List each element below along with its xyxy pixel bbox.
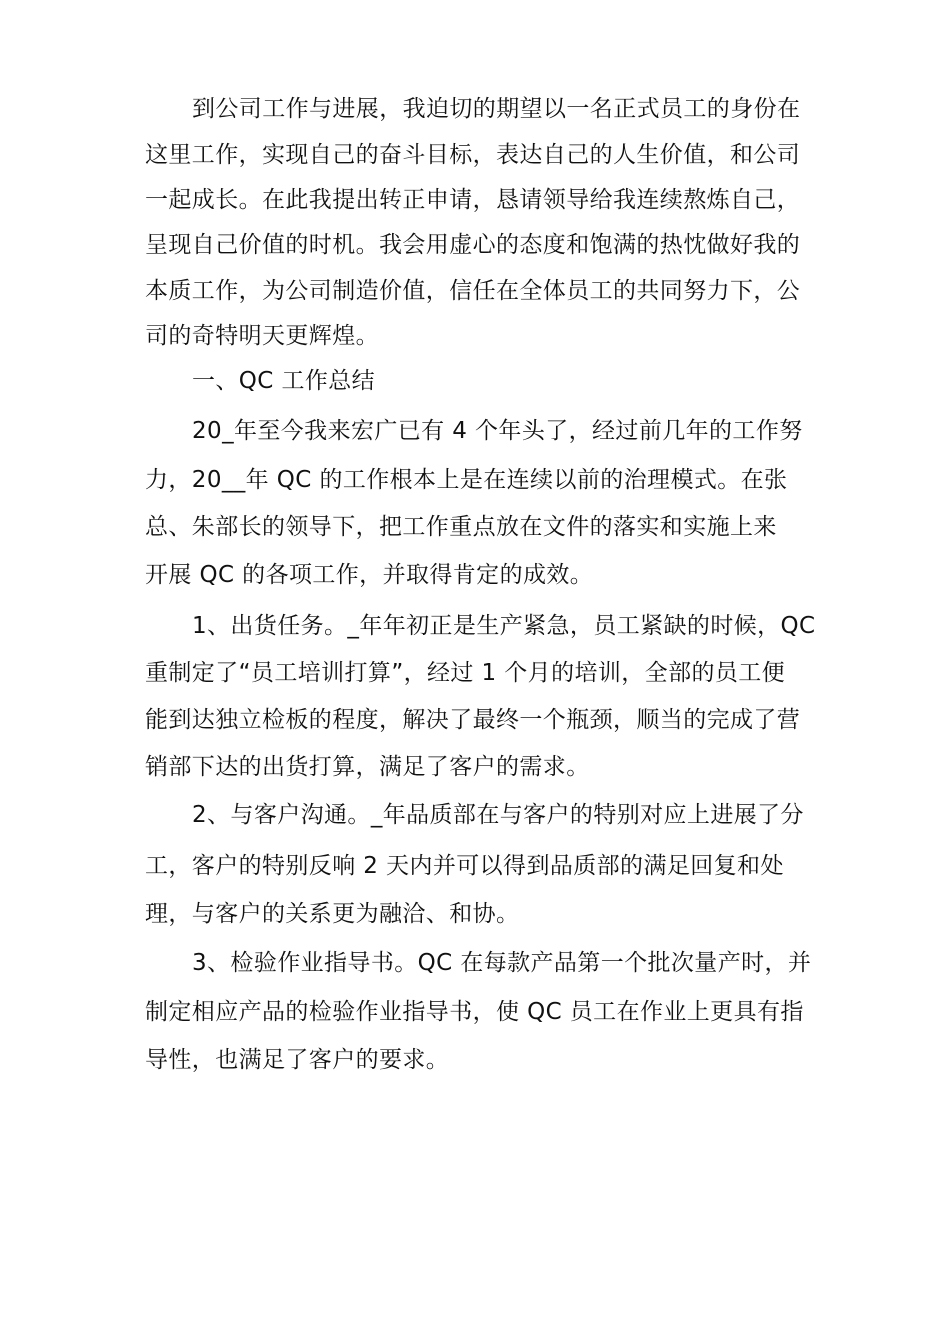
text-line: 3、检验作业指导书。QC 在每款产品第一个批次量产时，并 — [192, 950, 812, 976]
text-line: 到公司工作与进展，我迫切的期望以一名正式员工的身份在 — [192, 96, 801, 122]
text-line: 20_年至今我来宏广已有 4 个年头了，经过前几年的工作努 — [192, 418, 803, 444]
text-line: 理，与客户的关系更为融洽、和协。 — [145, 901, 520, 927]
text-line: 制定相应产品的检验作业指导书，使 QC 员工在作业上更具有指 — [145, 999, 804, 1025]
text-line: 呈现自己价值的时机。我会用虚心的态度和饱满的热忱做好我的 — [145, 232, 801, 258]
text-line: 这里工作，实现自己的奋斗目标，表达自己的人生价值，和公司 — [145, 142, 801, 168]
text-line: 本质工作，为公司制造价值，信任在全体员工的共同努力下，公 — [145, 278, 801, 304]
text-line: 重制定了“员工培训打算”，经过 1 个月的培训，全部的员工便 — [145, 660, 786, 686]
text-line: 开展 QC 的各项工作，并取得肯定的成效。 — [145, 562, 594, 588]
text-line: 司的奇特明天更辉煌。 — [145, 323, 379, 349]
text-line: 导性，也满足了客户的要求。 — [145, 1047, 450, 1073]
text-line: 一起成长。在此我提出转正申请，恳请领导给我连续熬炼自己， — [145, 187, 801, 213]
text-line: 1、出货任务。_年年初正是生产紧急，员工紧缺的时候，QC — [192, 613, 816, 639]
text-line: 销部下达的出货打算，满足了客户的需求。 — [145, 754, 590, 780]
text-line: 2、与客户沟通。_年品质部在与客户的特别对应上进展了分 — [192, 802, 804, 828]
text-line: 总、朱部长的领导下，把工作重点放在文件的落实和实施上来 — [145, 514, 777, 540]
text-line: 力，20__年 QC 的工作根本上是在连续以前的治理模式。在张 — [145, 467, 788, 493]
section-heading: 一、QC 工作总结 — [192, 368, 376, 394]
text-line: 工，客户的特别反响 2 天内并可以得到品质部的满足回复和处 — [145, 853, 784, 879]
text-line: 能到达独立检板的程度，解决了最终一个瓶颈，顺当的完成了营 — [145, 707, 801, 733]
